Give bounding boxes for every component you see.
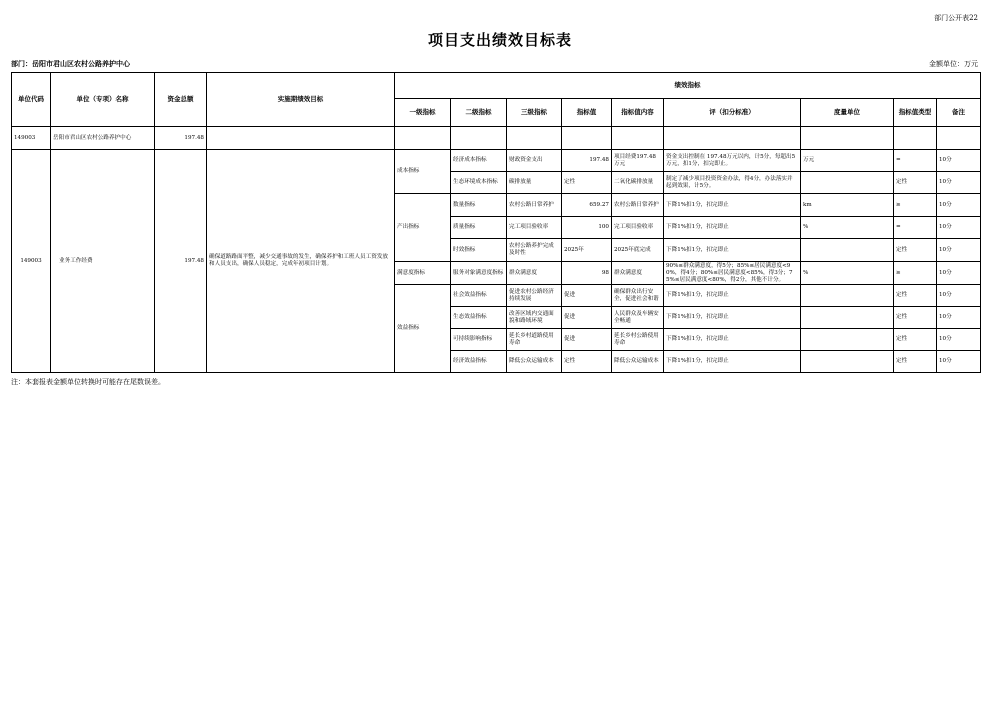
- row-content: 2025年底完成: [612, 239, 664, 262]
- header-level1: 一级指标: [395, 99, 451, 127]
- summary-row: [12, 127, 981, 150]
- level1-benefit: 效益指标: [395, 285, 451, 373]
- footnote: 注：本套报表金额单位转换时可能存在尾数误差。: [11, 378, 165, 386]
- row-content: 农村公路日常养护: [612, 194, 664, 217]
- summary-name: 岳阳市君山区农村公路养护中心: [51, 127, 155, 150]
- header-measure: 度量单位: [801, 99, 894, 127]
- project-amount: 197.48: [155, 150, 207, 373]
- row-l2: 生态环境成本指标: [451, 172, 507, 194]
- row-l3: 延长乡村道路使用寿命: [507, 329, 562, 351]
- row-type: 定性: [894, 329, 937, 351]
- row-content: 降低公众运输成本: [612, 351, 664, 373]
- row-value: 2025年: [562, 239, 612, 262]
- row-l3: 完工项目验收率: [507, 217, 562, 239]
- header-total-funds: 资金总额: [155, 73, 207, 127]
- row-remark: 10分: [937, 262, 981, 285]
- row-value: 定性: [562, 351, 612, 373]
- summary-code: 149003: [12, 127, 51, 150]
- table-number-label: 部门公开表22: [934, 14, 978, 22]
- row-eval: 下降1%扣1分，扣完即止: [664, 239, 801, 262]
- row-eval: 下降1%扣1分，扣完即止: [664, 307, 801, 329]
- header-remark: 备注: [937, 99, 981, 127]
- row-l2: 可持续影响指标: [451, 329, 507, 351]
- row-l2: 社会效益指标: [451, 285, 507, 307]
- row-l2: 经济效益指标: [451, 351, 507, 373]
- row-type: 定性: [894, 172, 937, 194]
- header-value: 指标值: [562, 99, 612, 127]
- row-eval: 下降1%扣1分，扣完即止: [664, 329, 801, 351]
- row-measure: [801, 172, 894, 194]
- row-l3: 降低公众运输成本: [507, 351, 562, 373]
- row-l2: 生态效益指标: [451, 307, 507, 329]
- row-eval: 下降1%扣1分，扣完即止: [664, 351, 801, 373]
- row-remark: 10分: [937, 351, 981, 373]
- row-eval: 制定了减少项目投资资金办法，得4分，办法落实并起到效果，计5分。: [664, 172, 801, 194]
- row-l3: 农村公路养护完成及时性: [507, 239, 562, 262]
- row-measure: 万元: [801, 150, 894, 172]
- summary-amount: 197.48: [155, 127, 207, 150]
- row-value: 100: [562, 217, 612, 239]
- row-l2: 经济成本指标: [451, 150, 507, 172]
- row-l3: 碳排放量: [507, 172, 562, 194]
- row-measure: km: [801, 194, 894, 217]
- row-measure: [801, 285, 894, 307]
- row-eval: 下降1%扣1分，扣完即止: [664, 285, 801, 307]
- row-eval: 90%≤群众满意度，得5分；85%≤居民满意度<90%，得4分；80%≤居民满意度<85%，得3分；75%≤居民满意度<80%，得2分，其他不计分。: [664, 262, 801, 285]
- row-measure: [801, 239, 894, 262]
- header-level2: 二级指标: [451, 99, 507, 127]
- row-measure: [801, 329, 894, 351]
- row-value: 促进: [562, 329, 612, 351]
- row-type: ≥: [894, 262, 937, 285]
- project-goal: 确保道路路面平整，减少交通事故的发生，确保养护和工班人员工资发放和人员支出，确保人员稳定，完成年初项目计划。: [207, 150, 395, 373]
- row-remark: 10分: [937, 172, 981, 194]
- project-code: 149003: [12, 150, 51, 373]
- row-type: 定性: [894, 285, 937, 307]
- row-content: 完工项目验收率: [612, 217, 664, 239]
- row-value: 定性: [562, 172, 612, 194]
- row-eval: 下降1%扣1分，扣完即止: [664, 217, 801, 239]
- row-value: 98: [562, 262, 612, 285]
- row-l2: 质量指标: [451, 217, 507, 239]
- row-measure: %: [801, 262, 894, 285]
- row-l3: 促进农村公路经济持续发展: [507, 285, 562, 307]
- row-l2: 时效指标: [451, 239, 507, 262]
- row-remark: 10分: [937, 194, 981, 217]
- row-remark: 10分: [937, 239, 981, 262]
- performance-table: [11, 72, 981, 373]
- row-value: 659.27: [562, 194, 612, 217]
- row-value: 促进: [562, 285, 612, 307]
- header-content: 指标值内容: [612, 99, 664, 127]
- row-eval: 下降1%扣1分，扣完即止: [664, 194, 801, 217]
- page-title: 项目支出绩效目标表: [427, 31, 572, 49]
- row-measure: %: [801, 217, 894, 239]
- row-type: 定性: [894, 307, 937, 329]
- row-l2: 数量指标: [451, 194, 507, 217]
- row-content: 二氧化碳排放量: [612, 172, 664, 194]
- row-content: 项目经费197.48万元: [612, 150, 664, 172]
- row-content: 人民群众及车辆安全畅通: [612, 307, 664, 329]
- table-row: [12, 150, 981, 172]
- row-measure: [801, 307, 894, 329]
- level1-cost: 成本指标: [395, 150, 451, 194]
- row-type: 定性: [894, 239, 937, 262]
- row-remark: 10分: [937, 285, 981, 307]
- header-performance: 绩效指标: [395, 73, 981, 99]
- row-l3: 财政资金支出: [507, 150, 562, 172]
- row-remark: 10分: [937, 217, 981, 239]
- level1-satisfaction: 满意度指标: [395, 262, 451, 285]
- row-l3: 农村公路日常养护: [507, 194, 562, 217]
- row-type: =: [894, 150, 937, 172]
- row-eval: 资金支出控制在 197.48万元以内，计5分，每超出5 万元，扣1分，扣完即止。: [664, 150, 801, 172]
- row-remark: 10分: [937, 329, 981, 351]
- header-level3: 三级指标: [507, 99, 562, 127]
- row-l3: 群众满意度: [507, 262, 562, 285]
- row-content: 确保群众出行安全，促进社会和谐: [612, 285, 664, 307]
- level1-output: 产出指标: [395, 194, 451, 262]
- row-content: 延长乡村公路使用寿命: [612, 329, 664, 351]
- department-label: 部门：岳阳市君山区农村公路养护中心: [11, 59, 130, 68]
- header-unit-name: 单位（专项）名称: [51, 73, 155, 127]
- row-type: 定性: [894, 351, 937, 373]
- row-l3: 改善区域内交通面貌和路域环境: [507, 307, 562, 329]
- header-eval: 评（扣分标准）: [664, 99, 801, 127]
- row-type: ≥: [894, 194, 937, 217]
- row-remark: 10分: [937, 307, 981, 329]
- header-goal: 实施期绩效目标: [207, 73, 395, 127]
- header-unit-code: 单位代码: [12, 73, 51, 127]
- row-value: 促进: [562, 307, 612, 329]
- row-l2: 服务对象满意度指标: [451, 262, 507, 285]
- header-type: 指标值类型: [894, 99, 937, 127]
- project-name: 业务工作经费: [51, 150, 155, 373]
- row-content: 群众满意度: [612, 262, 664, 285]
- amount-unit-label: 金额单位：万元: [929, 60, 978, 68]
- row-type: =: [894, 217, 937, 239]
- row-measure: [801, 351, 894, 373]
- row-remark: 10分: [937, 150, 981, 172]
- row-value: 197.48: [562, 150, 612, 172]
